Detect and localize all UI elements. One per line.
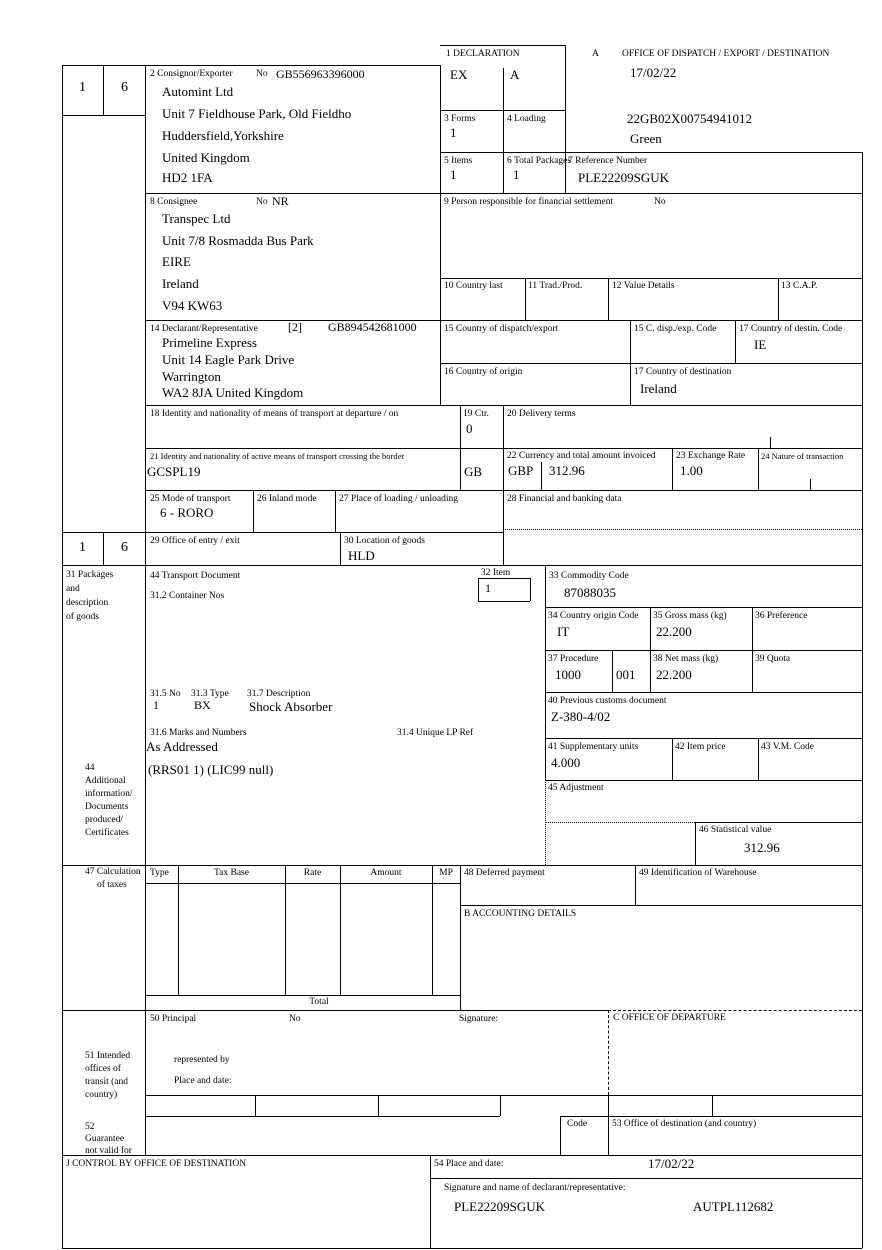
box22-label: 22 Currency and total amount invoiced [507,451,656,461]
consignee-id: NR [272,194,289,208]
box31-2-label: 31.2 Container Nos [150,591,225,601]
tax-col-amount: Amount [370,868,402,878]
box38-label: 38 Net mass (kg) [653,654,719,664]
box48-label: 48 Deferred payment [464,868,545,878]
consignor-eori: GB556963396000 [276,67,365,81]
box10-label: 10 Country last [444,281,503,291]
location-of-goods-value: HLD [348,548,375,563]
box14-label: 14 Declarant/Representative [150,324,258,334]
statistical-value: 312.96 [744,840,780,855]
box1-declaration-label: 1 DECLARATION [446,49,520,59]
box54-reference-value: PLE22209SGUK [454,1199,546,1214]
declarant-postcode-country: WA2 8JA United Kingdom [162,385,304,400]
net-mass-value: 22.200 [656,667,692,682]
box28-label: 28 Financial and banking data [507,494,622,504]
box9-no-label: No [654,197,666,207]
procedure-code-value: 1000 [555,667,581,682]
copy-number-right-top: 6 [121,80,128,95]
box9-label: 9 Person responsible for financial settlement [444,197,614,207]
goods-description-value: Shock Absorber [249,699,333,714]
acceptance-date: 17/02/22 [630,65,677,80]
box31-6-label: 31.6 Marks and Numbers [150,728,247,738]
consignor-address-2: Huddersfield,Yorkshire [162,128,284,143]
box42-label: 42 Item price [675,742,726,752]
boxB-accounting-label: B ACCOUNTING DETAILS [464,909,577,919]
box17a-label: 17 Country of destin. Code [739,324,843,334]
box44-label-5: produced/ [85,815,123,825]
box19-label: 19 Ctr. [463,409,489,419]
box8-no-label: No [256,197,268,207]
box40-label: 40 Previous customs document [548,696,667,706]
box24-label: 24 Nature of transaction [761,451,844,461]
gross-mass-value: 22.200 [656,624,692,639]
commodity-code-value: 87088035 [564,585,616,600]
transport-identity-value: GCSPL19 [147,464,201,479]
item-number-value: 1 [485,581,491,595]
box50-no-label: No [289,1014,301,1024]
exchange-rate-value: 1.00 [680,463,703,478]
box44-label-4: Documents [85,802,129,812]
destination-country-value: Ireland [640,381,677,396]
previous-document-value: Z-380-4/02 [551,709,611,724]
box44-transport-doc-label: 44 Transport Document [150,571,241,581]
box31-3-label: 31.3 Type [191,689,229,699]
box53-label: 53 Office of destination (and country) [612,1119,757,1129]
box29-label: 29 Office of entry / exit [150,536,240,546]
box6-label: 6 Total Packages [507,156,572,166]
box44-label-3: information/ [85,789,133,799]
box54-date-value: 17/02/22 [648,1156,695,1171]
copy-number-left-mid: 1 [79,540,86,555]
box17-label: 17 Country of destination [634,367,732,377]
box51-label-2: offices of [85,1064,121,1074]
tax-col-rate: Rate [303,868,322,878]
additional-info-value: (RRS01 1) (LIC99 null) [148,762,274,777]
box13-label: 13 C.A.P. [781,281,818,291]
box20-label: 20 Delivery terms [507,409,576,419]
box54-label: 54 Place and date: [434,1159,504,1169]
box50-label: 50 Principal [150,1014,197,1024]
box31-7-label: 31.7 Description [247,689,311,699]
box39-label: 39 Quota [755,654,791,664]
box50-signature-label: Signature: [459,1014,499,1024]
consignee-address-1: Unit 7/8 Rosmadda Bus Park [162,233,314,248]
box30-label: 30 Location of goods [344,536,426,546]
boxJ-control-label: J CONTROL BY OFFICE OF DESTINATION [66,1159,247,1169]
tax-col-type: Type [150,868,169,878]
declarant-eori: GB894542681000 [328,320,417,334]
destination-country-code: IE [754,337,767,352]
box51-label-1: 51 Intended [85,1051,131,1061]
tax-col-mp: MP [439,868,453,878]
box15-label: 15 Country of dispatch/export [444,324,559,334]
declarant-address-2: Warrington [162,369,221,384]
routing-value: Green [630,131,662,146]
box54-auth-value: AUTPL112682 [693,1199,774,1214]
marks-and-numbers-value: As Addressed [146,739,218,754]
boxA-office-of-dispatch-title: OFFICE OF DISPATCH / EXPORT / DESTINATION [622,49,830,59]
box25-label: 25 Mode of transport [150,494,231,504]
box4-label: 4 Loading [507,114,546,124]
box21-label: 21 Identity and nationality of active means of transport crossing the border [150,451,405,461]
consignor-address-1: Unit 7 Fieldhouse Park, Old Fieldho [162,106,352,121]
box18-label: 18 Identity and nationality of means of transport at departure / on [150,409,399,419]
declaration-type-value: EX [450,67,468,82]
boxA-letter: A [592,49,599,59]
consignee-postcode: V94 KW63 [162,298,223,313]
box7-label: 7 Reference Number [568,156,648,166]
box19-value: 0 [466,421,473,436]
consignee-country: Ireland [162,276,199,291]
box52-label-3: not valid for [85,1146,132,1156]
box8-label: 8 Consignee [150,197,198,207]
box36-label: 36 Preference [755,611,808,621]
box54-signature-label: Signature and name of declarant/representative: [444,1183,626,1193]
supplementary-units-value: 4.000 [551,755,581,770]
box51-label-3: transit (and [85,1077,129,1087]
box37-label: 37 Procedure [548,654,599,664]
box3-value: 1 [450,125,457,140]
declarant-address-1: Unit 14 Eagle Park Drive [162,352,295,367]
box31-label-3: description [66,598,109,608]
box5-label: 5 Items [444,156,473,166]
box52-code-label: Code [567,1119,588,1129]
box50-place-date-label: Place and date: [174,1076,232,1086]
box43-label: 43 V.M. Code [761,742,814,752]
box35-label: 35 Gross mass (kg) [653,611,727,621]
box34-label: 34 Country origin Code [548,611,639,621]
box52-label-2: Guarantee [85,1134,125,1144]
declarant-name: Primeline Express [162,335,257,350]
tax-col-base: Tax Base [214,868,249,878]
box46-label: 46 Statistical value [699,825,772,835]
box50-represented-label: represented by [174,1055,230,1065]
mode-of-transport-value: 6 - RORO [160,505,214,520]
box33-label: 33 Commodity Code [549,571,629,581]
transport-nationality-value: GB [464,464,483,479]
invoice-amount-value: 312.96 [549,463,585,478]
box2-no-label: No [256,69,268,79]
box47-label-1: 47 Calculation [85,867,141,877]
consignor-name: Automint Ltd [162,84,234,99]
box31-label-2: and [66,584,80,594]
box45-label: 45 Adjustment [548,783,604,793]
box52-label-1: 52 [85,1122,95,1132]
box31-4-label: 31.4 Unique LP Ref [397,728,474,738]
box15a-label: 15 C. disp./exp. Code [634,324,717,334]
box2-label: 2 Consignor/Exporter [150,69,233,79]
origin-country-code-value: IT [557,624,570,639]
box31-label-1: 31 Packages [66,570,114,580]
declarant-code: [2] [288,320,302,334]
box5-value: 1 [450,167,457,182]
packages-count-value: 1 [153,698,159,712]
box44-label-6: Certificates [85,828,129,838]
box6-value: 1 [513,167,520,182]
box41-label: 41 Supplementary units [548,742,639,752]
box11-label: 11 Trad./Prod. [528,281,583,291]
consignee-name: Transpec Ltd [162,211,231,226]
box44-label-2: Additional [85,776,126,786]
box49-label: 49 Identification of Warehouse [639,868,757,878]
procedure-code-2-value: 001 [616,667,636,682]
boxC-office-of-departure-label: C OFFICE OF DEPARTURE [613,1013,726,1023]
consignee-address-2: EIRE [162,254,191,269]
box51-label-4: country) [85,1090,118,1100]
box47-label-2: of taxes [97,880,127,890]
box32-label: 32 Item [481,568,511,578]
copy-number-left-top: 1 [79,80,86,95]
reference-number-value: PLE22209SGUK [578,170,670,185]
consignor-postcode: HD2 1FA [162,170,213,185]
copy-number-right-mid: 6 [121,540,128,555]
box27-label: 27 Place of loading / unloading [339,494,458,504]
package-type-value: BX [194,698,211,712]
box12-label: 12 Value Details [612,281,675,291]
box23-label: 23 Exchange Rate [676,451,746,461]
box44-label-1: 44 [85,763,95,773]
box31-label-4: of goods [66,612,99,622]
box16-label: 16 Country of origin [444,367,523,377]
consignor-country: United Kingdom [162,150,250,165]
tax-total-label: Total [309,997,329,1007]
invoice-currency-value: GBP [508,463,534,478]
movement-reference-number: 22GB02X00754941012 [627,111,752,126]
box31-5-label: 31.5 No [150,689,181,699]
box3-label: 3 Forms [444,114,476,124]
declaration-copy-value: A [510,67,520,82]
box26-label: 26 Inland mode [257,494,317,504]
